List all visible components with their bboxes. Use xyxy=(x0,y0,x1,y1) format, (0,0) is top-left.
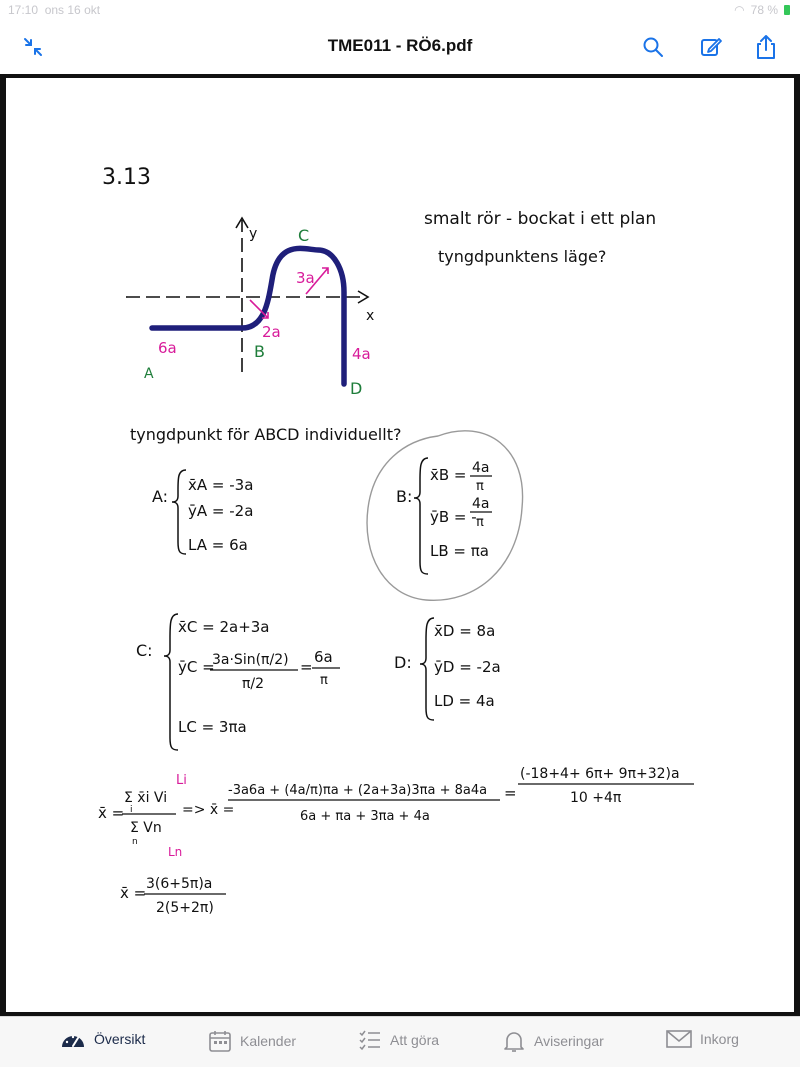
svg-text:=: = xyxy=(504,784,517,802)
svg-text:3a·Sin(π/2): 3a·Sin(π/2) xyxy=(212,652,289,668)
length-3a: 3a xyxy=(296,269,315,287)
svg-text:π/2: π/2 xyxy=(242,676,265,692)
svg-text:4a: 4a xyxy=(472,460,490,476)
svg-text:=> x̄ =: => x̄ = xyxy=(182,802,235,818)
question-individual: tyngdpunkt för ABCD individuellt? xyxy=(130,425,402,444)
svg-text:-3a6a + (4a/π)πa + (2a+3a)3πa: -3a6a + (4a/π)πa + (2a+3a)3πa + 8a4a xyxy=(228,783,488,798)
status-time: 17:10 ons 16 okt xyxy=(8,3,101,17)
svg-text:Σ Vn: Σ Vn xyxy=(130,820,162,836)
svg-text:LD = 4a: LD = 4a xyxy=(434,692,495,710)
svg-text:ȳB = -: ȳB = - xyxy=(430,508,477,526)
battery-icon xyxy=(784,5,790,15)
svg-text:π: π xyxy=(476,479,484,494)
tab-bar xyxy=(0,1016,800,1067)
point-label-B: B xyxy=(254,342,265,361)
equation-block-D xyxy=(394,618,501,720)
svg-text:6a: 6a xyxy=(314,648,333,666)
note-centroid-question: tyngdpunktens läge? xyxy=(438,247,607,266)
svg-text:LC = 3πa: LC = 3πa xyxy=(178,718,247,736)
svg-text:x̄D = 8a: x̄D = 8a xyxy=(434,622,496,640)
handwritten-notes xyxy=(6,78,794,1012)
svg-text:x̄ =: x̄ = xyxy=(120,884,147,902)
svg-text:π: π xyxy=(320,673,328,688)
length-6a: 6a xyxy=(158,339,177,357)
status-bar xyxy=(0,0,800,20)
svg-text:LA = 6a: LA = 6a xyxy=(188,536,248,554)
search-icon xyxy=(642,36,664,58)
length-4a: 4a xyxy=(352,345,371,363)
svg-text:3(6+5π)a: 3(6+5π)a xyxy=(146,876,213,892)
svg-text:x̄ =: x̄ = xyxy=(98,804,125,822)
mail-icon xyxy=(666,1029,692,1049)
point-label-D: D xyxy=(350,379,363,398)
svg-text:ȳC =: ȳC = xyxy=(178,658,215,676)
svg-text:x̄C = 2a+3a: x̄C = 2a+3a xyxy=(178,618,270,636)
svg-text:=: = xyxy=(300,658,313,676)
note-tube: smalt rör - bockat i ett plan xyxy=(424,209,657,229)
centroid-formula xyxy=(98,766,694,859)
tab-att-gora[interactable]: Att göra xyxy=(358,1029,439,1051)
point-label-C: C xyxy=(298,226,310,245)
search-button[interactable] xyxy=(638,32,668,62)
nav-bar xyxy=(0,20,800,74)
svg-text:4a: 4a xyxy=(472,496,490,512)
point-label-A: A xyxy=(144,366,154,382)
tab-oversikt[interactable]: Översikt xyxy=(60,1029,145,1049)
svg-text:C:: C: xyxy=(136,641,153,660)
svg-text:x̄B =: x̄B = xyxy=(430,466,467,484)
tab-kalender[interactable]: Kalender xyxy=(208,1029,296,1053)
svg-text:ȳD = -2a: ȳD = -2a xyxy=(434,658,501,676)
document-title: TME011 - RÖ6.pdf xyxy=(327,36,473,55)
battery-percent: 78 % xyxy=(750,3,778,17)
checklist-icon xyxy=(358,1029,382,1051)
svg-text:D:: D: xyxy=(394,653,412,672)
annotate-button[interactable] xyxy=(696,32,726,62)
svg-text:Li: Li xyxy=(176,773,187,788)
x-axis-label: x xyxy=(366,308,375,324)
svg-text:Σ x̄i Vi: Σ x̄i Vi xyxy=(124,790,168,806)
svg-text:10 +4π: 10 +4π xyxy=(570,790,622,806)
equation-block-B xyxy=(367,431,523,600)
y-axis-label: y xyxy=(249,226,258,242)
svg-text:B:: B: xyxy=(396,487,413,506)
svg-text:2(5+2π): 2(5+2π) xyxy=(156,900,214,916)
edit-pencil-icon xyxy=(699,35,723,59)
svg-text:LB = πa: LB = πa xyxy=(430,542,489,560)
pdf-page[interactable] xyxy=(6,78,794,1012)
bell-icon xyxy=(502,1029,526,1053)
svg-text:6a + πa + 3πa + 4a: 6a + πa + 3πa + 4a xyxy=(300,809,430,824)
gauge-icon xyxy=(60,1029,86,1049)
svg-text:(-18+4+ 6π+ 9π+32)a: (-18+4+ 6π+ 9π+32)a xyxy=(520,766,680,782)
calendar-icon xyxy=(208,1029,232,1053)
status-right xyxy=(734,3,790,17)
tab-aviseringar[interactable]: Aviseringar xyxy=(502,1029,604,1053)
svg-text:i: i xyxy=(130,805,133,815)
length-2a: 2a xyxy=(262,323,281,341)
pdf-viewer[interactable] xyxy=(0,74,800,1016)
share-icon xyxy=(754,34,778,60)
svg-text:Ln: Ln xyxy=(168,845,183,859)
tab-inkorg[interactable]: Inkorg xyxy=(666,1029,739,1049)
svg-text:n: n xyxy=(132,837,138,847)
bent-tube-curve xyxy=(152,248,344,384)
svg-text:π: π xyxy=(476,515,484,530)
svg-text:ȳA = -2a: ȳA = -2a xyxy=(188,502,254,520)
equation-block-A xyxy=(152,470,253,554)
equation-block-C xyxy=(136,614,340,750)
svg-text:A:: A: xyxy=(152,487,169,506)
final-result xyxy=(120,876,226,916)
svg-text:x̄A = -3a: x̄A = -3a xyxy=(188,476,254,494)
wifi-icon: ◠ xyxy=(734,3,745,17)
share-button[interactable] xyxy=(751,32,781,62)
problem-number: 3.13 xyxy=(102,165,151,190)
